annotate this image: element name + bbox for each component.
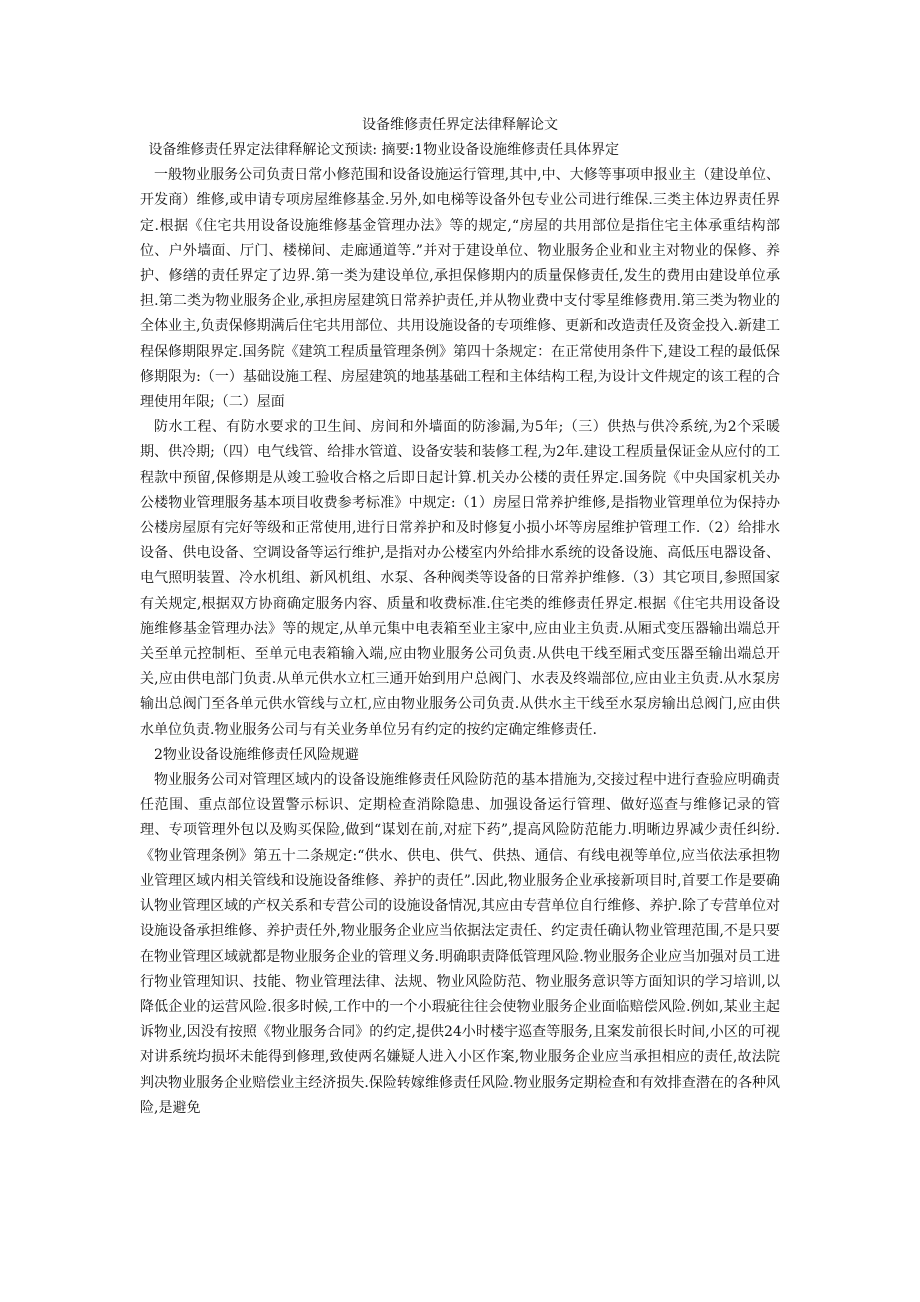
- section-2-paragraph: 物业服务公司对管理区域内的设备设施维修责任风险防范的基本措施为,交接过程中进行查验应明确责任范围、重点部位设置警示标识、定期检查消除隐患、加强设备运行管理、做好巡查与维修记录的管理、专项管理外包以及购买保险,做到“谋划在前,对症下药”,提高风险防范能力.明晰边界减少责任纠纷.《物业管理条例》第五十二条规定:“供水、供电、供气、供热、通信、有线电视等单位,应当依法承担物业管理区域内相关管线和设施设备维修、养护的责任”.因此,物业服务企业承接新项目时,首要工作是要确认物业管理区域的产权关系和专营公司的设施设备情况,其应由专营单位自行维修、养护.除了专营单位对设施设备承担维修、养护责任外,物业服务企业应当依据法定责任、约定责任确认物业管理范围,不是只要在物业管理区域就都是物业服务企业的管理义务.明确职责降低管理风险.物业服务企业应当加强对员工进行物业管理知识、技能、物业管理法律、法规、物业风险防范、物业服务意识等方面知识的学习培训,以降低企业的运营风险.很多时候,工作中的一个小瑕疵往往会使物业服务企业面临赔偿风险.例如,某业主起诉物业,因没有按照《物业服务合同》的约定,提供24小时楼宇巡查等服务,且案发前很长时间,小区的可视对讲系统均损坏未能得到修理,致使两名嫌疑人进入小区作案,物业服务企业应当承担相应的责任,故法院判决物业服务企业赔偿业主经济损失.保险转嫁维修责任风险.物业服务定期检查和有效排查潜在的各种风险,是避免: [140, 772, 780, 1116]
- intro-line: 设备维修责任界定法律释解论文预读: 摘要:1物业设备设施维修责任具体界定: [148, 142, 620, 158]
- document-page: [140, 114, 780, 1121]
- paragraph-2: 防水工程、有防水要求的卫生间、房间和外墙面的防渗漏,为5年;（三）供热与供冷系统,为2个采暖期、供冷期;（四）电气线管、给排水管道、设备安装和装修工程,为2年.建设工程质量保证金从应付的工程款中预留,保修期是从竣工验收合格之后即日起计算.机关办公楼的责任界定.国务院《中央国家机关办公楼物业管理服务基本项目收费参考标准》中规定:（1）房屋日常养护维修,是指物业管理单位为保持办公楼房屋原有完好等级和正常使用,进行日常养护和及时修复小损小坏等房屋维护管理工作.（2）给排水设备、供电设备、空调设备等运行维护,是指对办公楼室内外给排水系统的设备设施、高低压电器设备、电气照明装置、冷水机组、新风机组、水泵、各种阀类等设备的日常养护维修.（3）其它项目,参照国家有关规定,根据双方协商确定服务内容、质量和收费标准.住宅类的维修责任界定.根据《住宅共用设备设施维修基金管理办法》等的规定,从单元集中电表箱至业主家中,应由业主负责.从厢式变压器输出端总开关至单元控制柜、至单元电表箱输入端,应由物业服务公司负责.从供电干线至厢式变压器至输出端总开关,应由供电部门负责.从单元供水立杠三通开始到用户总阀门、水表及终端部位,应由业主负责.从水泵房输出总阀门至各单元供水管线与立杠,应由物业服务公司负责.从供水主干线至水泵房输出总阀门,应由供水单位负责.物业服务公司与有关业务单位另有约定的按约定确定维修责任.: [140, 419, 780, 738]
- section-2-heading: 2物业设备设施维修责任风险规避: [154, 746, 359, 763]
- document-title: 设备维修责任界定法律释解论文: [362, 117, 558, 133]
- paragraph-1: 一般物业服务公司负责日常小修范围和设备设施运行管理,其中,中、大修等事项申报业主（建设单位、开发商）维修,或申请专项房屋维修基金.另外,如电梯等设备外包专业公司进行维保.三类主体边界责任界定.根据《住宅共用设备设施维修基金管理办法》等的规定,“房屋的共用部位是指住宅主体承重结构部位、户外墙面、厅门、楼梯间、走廊通道等.”并对于建设单位、物业服务企业和业主对物业的保修、养护、修缮的责任界定了边界.第一类为建设单位,承担保修期内的质量保修责任,发生的费用由建设单位承担.第二类为物业服务企业,承担房屋建筑日常养护责任,并从物业费中支付零星维修费用.第三类为物业的全体业主,负责保修期满后住宅共用部位、共用设施设备的专项维修、更新和改造责任及资金投入.新建工程保修期限界定.国务院《建筑工程质量管理条例》第四十条规定：在正常使用条件下,建设工程的最低保修期限为:（一）基础设施工程、房屋建筑的地基基础工程和主体结构工程,为设计文件规定的该工程的合理使用年限;（二）屋面: [140, 167, 780, 411]
